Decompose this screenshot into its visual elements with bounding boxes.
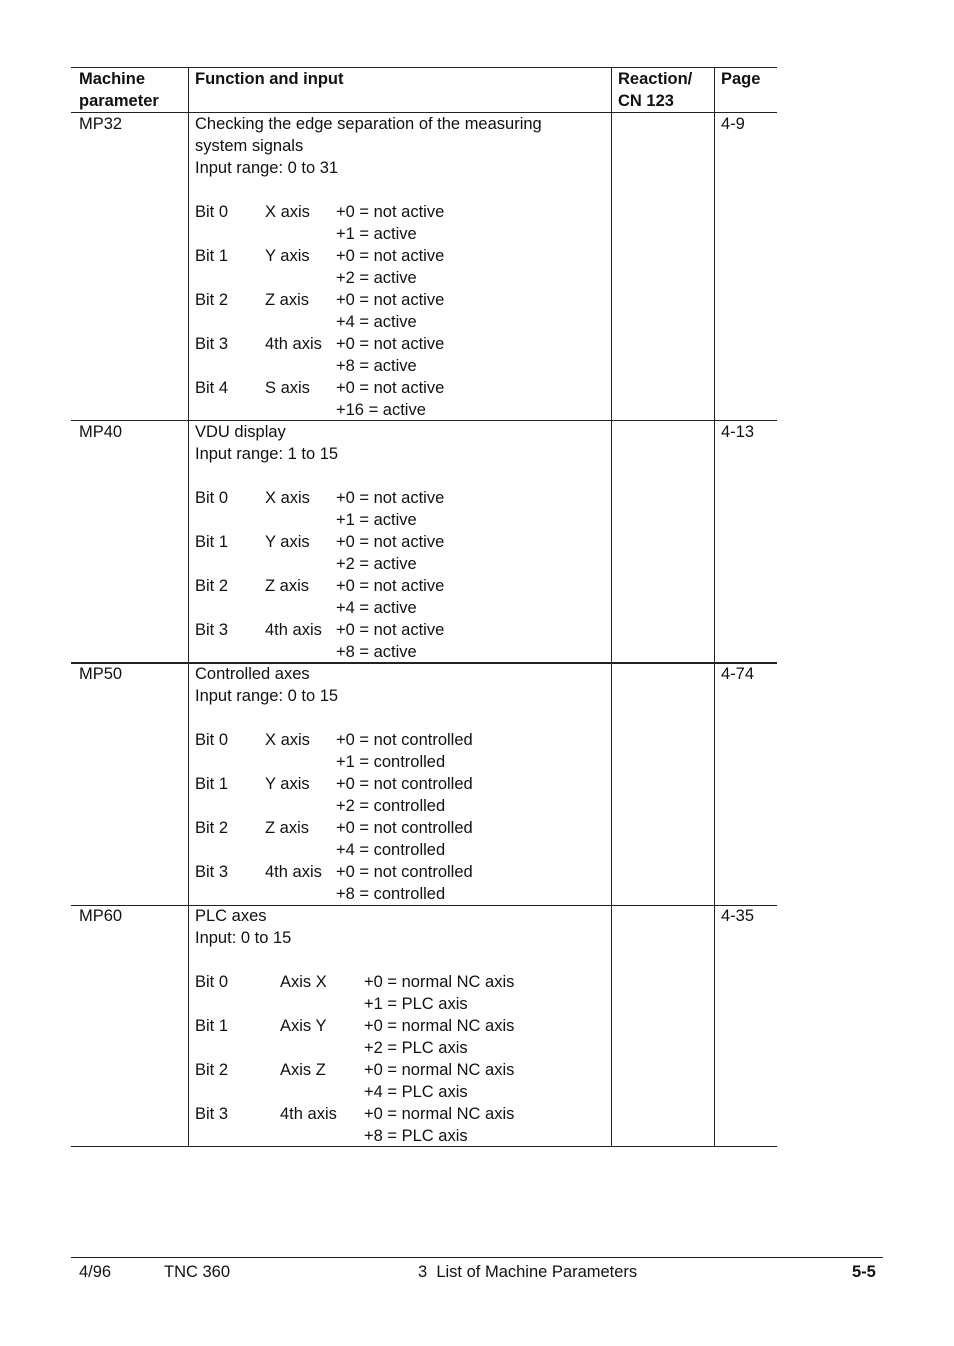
bit-value-on: +4 = active	[336, 313, 417, 331]
bit-label: Bit 4	[195, 379, 229, 397]
bit-value-on: +4 = active	[336, 599, 417, 617]
bit-value-on: +2 = active	[336, 555, 417, 573]
bit-axis: S axis	[265, 379, 310, 397]
bit-axis: X axis	[265, 731, 310, 749]
bit-label: Bit 2	[195, 819, 229, 837]
bit-value-off: +0 = not active	[336, 291, 445, 309]
header-function-and-input: Function and input	[195, 70, 344, 88]
bit-label: Bit 1	[195, 533, 229, 551]
page-reference: 4-35	[721, 907, 755, 925]
header-reaction-line2: CN 123	[618, 92, 674, 110]
footer-product: TNC 360	[164, 1263, 231, 1281]
bit-axis: Axis Y	[280, 1017, 327, 1035]
bit-label: Bit 2	[195, 291, 229, 309]
bit-axis: 4th axis	[265, 621, 322, 639]
parameter-id: MP40	[79, 423, 123, 441]
parameter-id: MP60	[79, 907, 123, 925]
bit-label: Bit 1	[195, 775, 229, 793]
function-description-line: Controlled axes	[195, 665, 310, 683]
bit-label: Bit 3	[195, 863, 229, 881]
function-description-line: VDU display	[195, 423, 286, 441]
bit-value-off: +0 = not active	[336, 247, 445, 265]
function-description-line: Input: 0 to 15	[195, 929, 292, 947]
bit-axis: 4th axis	[265, 335, 322, 353]
bit-label: Bit 2	[195, 577, 229, 595]
bit-value-on: +1 = controlled	[336, 753, 446, 771]
bit-value-on: +1 = PLC axis	[364, 995, 468, 1013]
bit-value-on: +8 = PLC axis	[364, 1127, 468, 1145]
bit-axis: Y axis	[265, 775, 310, 793]
bit-value-on: +2 = PLC axis	[364, 1039, 468, 1057]
page-reference: 4-74	[721, 665, 755, 683]
function-description-line: Input range: 0 to 31	[195, 159, 339, 177]
bit-value-off: +0 = not active	[336, 379, 445, 397]
bit-label: Bit 0	[195, 973, 229, 991]
bit-axis: X axis	[265, 203, 310, 221]
bit-value-off: +0 = not controlled	[336, 863, 473, 881]
bit-axis: Z axis	[265, 291, 310, 309]
bit-value-off: +0 = normal NC axis	[364, 1061, 515, 1079]
footer-rule	[71, 1257, 883, 1258]
bit-value-on: +2 = controlled	[336, 797, 446, 815]
bit-value-on: +8 = controlled	[336, 885, 446, 903]
row-divider-mp60	[71, 905, 777, 906]
bit-value-off: +0 = not active	[336, 489, 445, 507]
bit-value-off: +0 = not active	[336, 533, 445, 551]
column-rule-3	[714, 67, 715, 1147]
bit-value-on: +1 = active	[336, 225, 417, 243]
bit-value-on: +4 = PLC axis	[364, 1083, 468, 1101]
bit-value-on: +4 = controlled	[336, 841, 446, 859]
parameter-id: MP50	[79, 665, 123, 683]
bit-label: Bit 1	[195, 247, 229, 265]
function-description-line: Input range: 0 to 15	[195, 687, 339, 705]
bit-axis: 4th axis	[280, 1105, 337, 1123]
function-description-line: system signals	[195, 137, 304, 155]
bit-axis: X axis	[265, 489, 310, 507]
header-machine-parameter-line2: parameter	[79, 92, 159, 110]
bit-axis: Axis Z	[280, 1061, 326, 1079]
bit-value-off: +0 = normal NC axis	[364, 973, 515, 991]
bit-axis: Axis X	[280, 973, 327, 991]
bit-axis: 4th axis	[265, 863, 322, 881]
column-rule-2	[611, 67, 612, 1147]
parameter-id: MP32	[79, 115, 123, 133]
bit-value-off: +0 = normal NC axis	[364, 1105, 515, 1123]
footer-chapter: 3 List of Machine Parameters	[418, 1263, 638, 1281]
function-description-line: Input range: 1 to 15	[195, 445, 339, 463]
footer-page-number: 5-5	[852, 1263, 876, 1281]
column-rule-1	[188, 67, 189, 1147]
bit-value-on: +1 = active	[336, 511, 417, 529]
bit-value-off: +0 = not active	[336, 577, 445, 595]
bit-label: Bit 3	[195, 1105, 229, 1123]
header-reaction-line1: Reaction/	[618, 70, 693, 88]
bit-value-on: +16 = active	[336, 401, 426, 419]
bit-value-on: +8 = active	[336, 643, 417, 661]
function-description-line: PLC axes	[195, 907, 267, 925]
bit-axis: Y axis	[265, 533, 310, 551]
function-description-line: Checking the edge separation of the measuring	[195, 115, 542, 133]
page-reference: 4-13	[721, 423, 755, 441]
bit-label: Bit 0	[195, 731, 229, 749]
bit-label: Bit 0	[195, 489, 229, 507]
header-machine-parameter-line1: Machine	[79, 70, 146, 88]
bit-value-on: +8 = active	[336, 357, 417, 375]
bit-value-off: +0 = normal NC axis	[364, 1017, 515, 1035]
header-page: Page	[721, 70, 761, 88]
bit-value-off: +0 = not controlled	[336, 819, 473, 837]
page-reference: 4-9	[721, 115, 745, 133]
bit-value-off: +0 = not controlled	[336, 731, 473, 749]
row-divider-mp50	[71, 662, 777, 664]
bit-axis: Y axis	[265, 247, 310, 265]
bit-label: Bit 3	[195, 621, 229, 639]
bit-value-off: +0 = not active	[336, 203, 445, 221]
bit-value-on: +2 = active	[336, 269, 417, 287]
bit-label: Bit 1	[195, 1017, 229, 1035]
bit-label: Bit 3	[195, 335, 229, 353]
footer-date: 4/96	[79, 1263, 112, 1281]
bit-value-off: +0 = not active	[336, 621, 445, 639]
bit-axis: Z axis	[265, 577, 310, 595]
bit-value-off: +0 = not active	[336, 335, 445, 353]
bit-axis: Z axis	[265, 819, 310, 837]
bit-label: Bit 0	[195, 203, 229, 221]
bit-value-off: +0 = not controlled	[336, 775, 473, 793]
bit-label: Bit 2	[195, 1061, 229, 1079]
